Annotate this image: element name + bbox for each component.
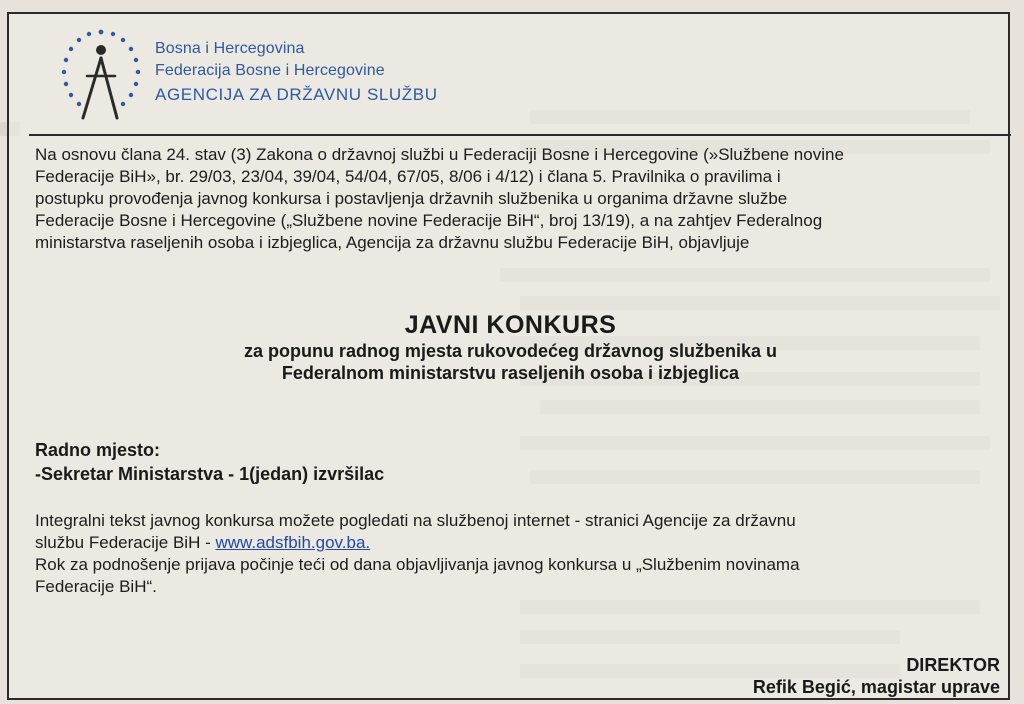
header-divider xyxy=(29,134,1011,136)
signature-block xyxy=(753,654,1000,698)
intro-line: ministarstva raseljenih osoba i izbjeglica, Agencija za državnu službu Federacije BiH, objavljuje xyxy=(35,233,750,252)
agency-title: AGENCIJA ZA DRŽAVNU SLUŽBU xyxy=(155,85,438,104)
signature-name: Refik Begić, magistar uprave xyxy=(752,677,1000,697)
title-subtitle-2: Federalnom ministarstvu raseljenih osoba i izbjeglica xyxy=(281,363,740,383)
intro-line: Federacije Bosne i Hercegovine („Službene novine Federacije BiH“, broj 13/19), a na zahtjev Federalnog xyxy=(35,211,823,230)
title-subtitle-1: za popunu radnog mjesta rukovodećeg državnog službenika u xyxy=(243,341,778,361)
info-line: Federacije BiH“. xyxy=(35,577,157,596)
legal-basis-paragraph xyxy=(35,144,975,254)
announcement-box xyxy=(7,12,1010,700)
position-value: -Sekretar Ministarstva - 1(jedan) izvršilac xyxy=(35,464,385,484)
job-position xyxy=(35,438,384,486)
title-main: JAVNI KONKURS xyxy=(404,311,617,339)
intro-line: postupku provođenja javnog konkursa i postavljenja državnih službenika u organima državne službe xyxy=(35,189,788,208)
agency-federation: Federacija Bosne i Hercegovine xyxy=(155,62,385,79)
signature-role: DIREKTOR xyxy=(906,655,1000,675)
agency-website-link[interactable]: www.adsfbih.gov.ba. xyxy=(215,533,371,552)
position-label: Radno mjesto: xyxy=(35,440,161,460)
intro-line: Na osnovu člana 24. stav (3) Zakona o državnoj službi u Federaciji Bosne i Hercegovine (»Službene novine xyxy=(35,145,844,164)
agency-name xyxy=(155,38,438,108)
info-line: Integralni tekst javnog konkursa možete pogledati na službenoj internet - stranici Agencije za državnu xyxy=(35,511,796,530)
agency-emblem-icon xyxy=(57,26,145,126)
info-line: Rok za podnošenje prijava počinje teći od dana objavljivanja javnog konkursa u „Službenim novinama xyxy=(35,555,800,574)
agency-header xyxy=(9,14,1008,134)
info-line-prefix: službu Federacije BiH - xyxy=(35,533,216,552)
announcement-title xyxy=(9,310,1012,384)
info-paragraph xyxy=(35,510,975,598)
agency-country: Bosna i Hercegovina xyxy=(155,40,305,57)
intro-line: Federacije BiH», br. 29/03, 23/04, 39/04, 54/04, 67/05, 8/06 i 4/12) i člana 5. Pravilnika o pravilima i xyxy=(35,167,781,186)
info-line xyxy=(35,532,975,554)
